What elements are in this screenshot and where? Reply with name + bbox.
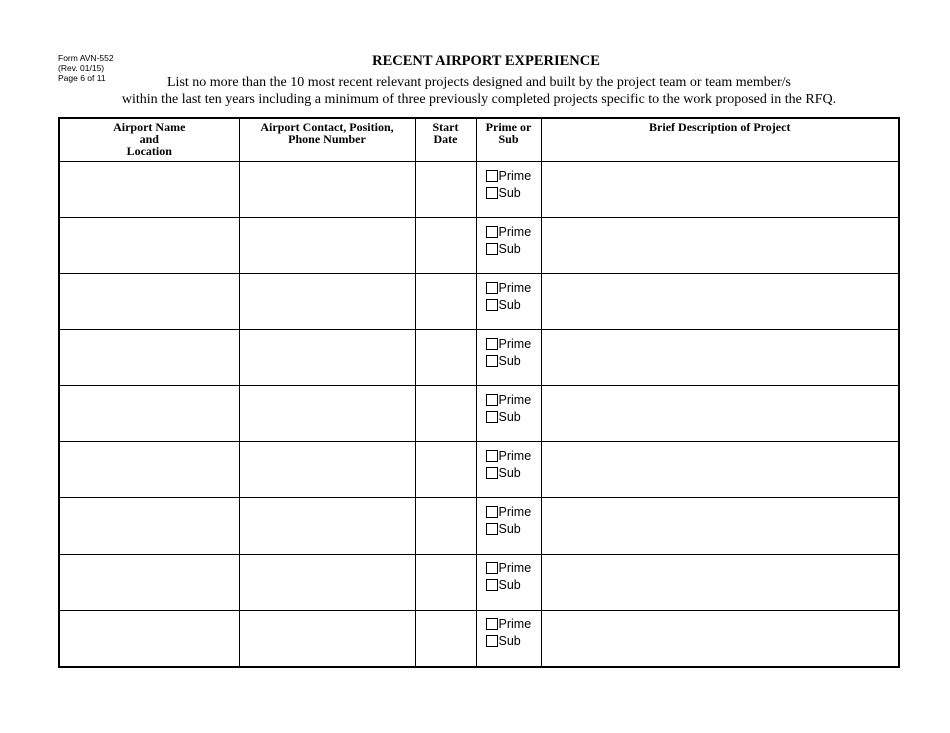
- airport-name-cell[interactable]: [59, 274, 239, 330]
- sub-checkbox[interactable]: [486, 579, 498, 591]
- prime-checkbox-row[interactable]: [486, 503, 541, 520]
- header-airport-line: and: [139, 132, 159, 146]
- sub-checkbox-label: Sub: [498, 353, 521, 368]
- prime-checkbox-label: Prime: [498, 224, 532, 239]
- airport-contact-cell[interactable]: [239, 442, 415, 498]
- prime-checkbox-row[interactable]: [486, 616, 541, 633]
- sub-checkbox-label: Sub: [498, 297, 521, 312]
- experience-table: [58, 117, 900, 668]
- prime-checkbox-label: Prime: [498, 280, 532, 295]
- project-description-cell[interactable]: [541, 218, 899, 274]
- sub-checkbox-row[interactable]: [486, 520, 541, 537]
- prime-checkbox[interactable]: [486, 394, 498, 406]
- instructions-line-1: List no more than the 10 most recent relevant projects designed and built by the project team or team member/s: [167, 75, 791, 90]
- prime-sub-cell: [476, 274, 541, 330]
- header-airport-line: Location: [126, 144, 172, 158]
- project-description-cell[interactable]: [541, 274, 899, 330]
- header-contact-line: Phone Number: [288, 132, 366, 146]
- table-row: [59, 554, 899, 610]
- sub-checkbox[interactable]: [486, 299, 498, 311]
- prime-checkbox[interactable]: [486, 170, 498, 182]
- airport-name-cell[interactable]: [59, 554, 239, 610]
- prime-checkbox[interactable]: [486, 282, 498, 294]
- prime-checkbox[interactable]: [486, 618, 498, 630]
- airport-name-cell[interactable]: [59, 218, 239, 274]
- prime-checkbox-row[interactable]: [486, 391, 541, 408]
- instructions-line-2: within the last ten years including a minimum of three previously completed projects specific to the work proposed in the RFQ.: [121, 92, 837, 107]
- sub-checkbox[interactable]: [486, 523, 498, 535]
- prime-checkbox-label: Prime: [498, 336, 532, 351]
- start-date-cell[interactable]: [415, 442, 476, 498]
- form-page: Page 6 of 11: [58, 73, 106, 83]
- page-title: RECENT AIRPORT EXPERIENCE: [372, 53, 600, 69]
- prime-checkbox[interactable]: [486, 226, 498, 238]
- sub-checkbox[interactable]: [486, 355, 498, 367]
- prime-checkbox-label: Prime: [498, 561, 532, 576]
- prime-checkbox[interactable]: [486, 450, 498, 462]
- airport-contact-cell[interactable]: [239, 610, 415, 667]
- sub-checkbox[interactable]: [486, 411, 498, 423]
- airport-contact-cell[interactable]: [239, 554, 415, 610]
- header-description: [541, 118, 899, 162]
- start-date-cell[interactable]: [415, 554, 476, 610]
- sub-checkbox[interactable]: [486, 187, 498, 199]
- table-row: [59, 498, 899, 554]
- start-date-cell[interactable]: [415, 610, 476, 667]
- sub-checkbox[interactable]: [486, 243, 498, 255]
- project-description-cell[interactable]: [541, 162, 899, 218]
- airport-contact-cell[interactable]: [239, 218, 415, 274]
- sub-checkbox-row[interactable]: [486, 352, 541, 369]
- sub-checkbox-label: Sub: [498, 521, 521, 536]
- table-row: [59, 274, 899, 330]
- start-date-cell[interactable]: [415, 218, 476, 274]
- sub-checkbox-row[interactable]: [486, 240, 541, 257]
- table-row: [59, 386, 899, 442]
- sub-checkbox-row[interactable]: [486, 464, 541, 481]
- airport-name-cell[interactable]: [59, 610, 239, 667]
- sub-checkbox-row[interactable]: [486, 296, 541, 313]
- prime-checkbox-label: Prime: [498, 168, 532, 183]
- instructions: [0, 74, 950, 108]
- table-row: [59, 218, 899, 274]
- project-description-cell[interactable]: [541, 442, 899, 498]
- sub-checkbox-row[interactable]: [486, 577, 541, 594]
- project-description-cell[interactable]: [541, 610, 899, 667]
- prime-sub-cell: [476, 330, 541, 386]
- airport-contact-cell[interactable]: [239, 330, 415, 386]
- table-header-row: [59, 118, 899, 162]
- prime-checkbox-row[interactable]: [486, 335, 541, 352]
- table-row: [59, 610, 899, 667]
- airport-contact-cell[interactable]: [239, 162, 415, 218]
- prime-sub-cell: [476, 554, 541, 610]
- airport-name-cell[interactable]: [59, 386, 239, 442]
- sub-checkbox-label: Sub: [498, 465, 521, 480]
- start-date-cell[interactable]: [415, 386, 476, 442]
- airport-contact-cell[interactable]: [239, 386, 415, 442]
- start-date-cell[interactable]: [415, 330, 476, 386]
- sub-checkbox-label: Sub: [498, 185, 521, 200]
- header-contact: [239, 118, 415, 162]
- form-number: Form AVN-552: [58, 53, 114, 63]
- header-prime-or-sub: [476, 118, 541, 162]
- prime-sub-cell: [476, 218, 541, 274]
- sub-checkbox-row[interactable]: [486, 633, 541, 650]
- prime-checkbox-row[interactable]: [486, 560, 541, 577]
- header-airport: [59, 118, 239, 162]
- prime-checkbox-row[interactable]: [486, 223, 541, 240]
- header-start-date: [415, 118, 476, 162]
- airport-name-cell[interactable]: [59, 442, 239, 498]
- start-date-cell[interactable]: [415, 274, 476, 330]
- project-description-cell[interactable]: [541, 386, 899, 442]
- form-revision: (Rev. 01/15): [58, 63, 105, 73]
- header-airport-line: Airport Name: [113, 120, 186, 134]
- table-row: [59, 330, 899, 386]
- sub-checkbox-label: Sub: [498, 634, 521, 649]
- project-description-cell[interactable]: [541, 330, 899, 386]
- sub-checkbox-row[interactable]: [486, 184, 541, 201]
- prime-checkbox-row[interactable]: [486, 447, 541, 464]
- table-row: [59, 442, 899, 498]
- prime-checkbox[interactable]: [486, 562, 498, 574]
- project-description-cell[interactable]: [541, 554, 899, 610]
- airport-name-cell[interactable]: [59, 498, 239, 554]
- header-contact-line: Airport Contact, Position,: [260, 120, 394, 134]
- header-start-line: Date: [433, 132, 458, 146]
- prime-sub-cell: [476, 386, 541, 442]
- start-date-cell[interactable]: [415, 498, 476, 554]
- table-row: [59, 162, 899, 218]
- prime-sub-cell: [476, 610, 541, 667]
- prime-checkbox-label: Prime: [498, 504, 532, 519]
- airport-name-cell[interactable]: [59, 162, 239, 218]
- prime-sub-cell: [476, 442, 541, 498]
- prime-checkbox-label: Prime: [498, 448, 532, 463]
- sub-checkbox-label: Sub: [498, 409, 521, 424]
- start-date-cell[interactable]: [415, 162, 476, 218]
- sub-checkbox-row[interactable]: [486, 408, 541, 425]
- project-description-cell[interactable]: [541, 498, 899, 554]
- prime-checkbox-label: Prime: [498, 617, 532, 632]
- sub-checkbox-label: Sub: [498, 578, 521, 593]
- header-role-line: Sub: [498, 132, 519, 146]
- prime-checkbox-row[interactable]: [486, 167, 541, 184]
- airport-contact-cell[interactable]: [239, 274, 415, 330]
- prime-checkbox[interactable]: [486, 338, 498, 350]
- prime-checkbox-label: Prime: [498, 392, 532, 407]
- prime-sub-cell: [476, 498, 541, 554]
- airport-contact-cell[interactable]: [239, 498, 415, 554]
- airport-name-cell[interactable]: [59, 330, 239, 386]
- prime-sub-cell: [476, 162, 541, 218]
- header-description-line: Brief Description of Project: [649, 120, 791, 134]
- header-role-line: Prime or: [485, 120, 532, 134]
- prime-checkbox-row[interactable]: [486, 279, 541, 296]
- header-start-line: Start: [432, 120, 459, 134]
- sub-checkbox[interactable]: [486, 467, 498, 479]
- sub-checkbox-label: Sub: [498, 241, 521, 256]
- sub-checkbox[interactable]: [486, 635, 498, 647]
- prime-checkbox[interactable]: [486, 506, 498, 518]
